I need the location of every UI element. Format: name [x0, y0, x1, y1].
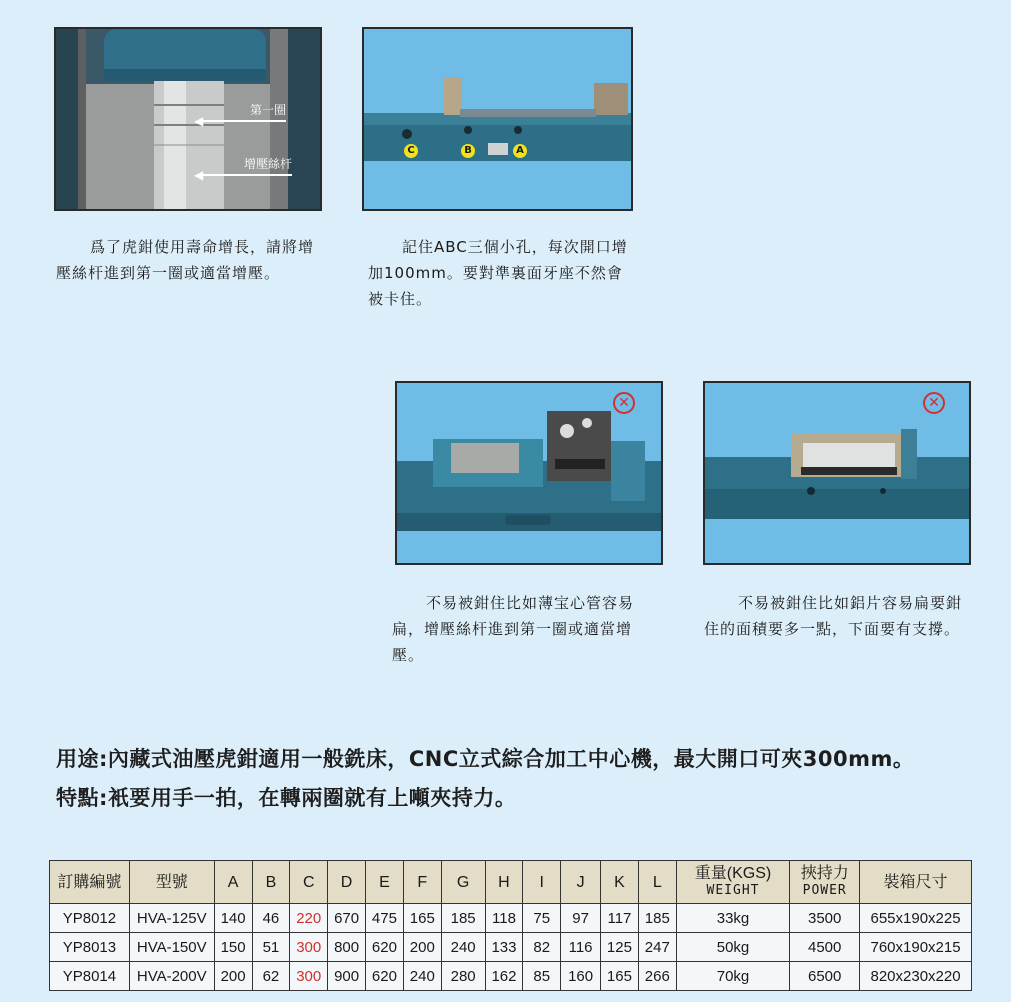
header-order-no: 訂購編號	[50, 861, 130, 904]
spec-table	[49, 860, 972, 991]
usage-text: 用途:內藏式油壓虎鉗適用一般銑床，CNC立式綜合加工中心機，最大開口可夾300mm。	[56, 747, 915, 771]
cell-j: 97	[561, 904, 601, 933]
cell-order-no: YP8014	[50, 962, 130, 991]
cell-f: 165	[403, 904, 441, 933]
cell-e: 475	[366, 904, 404, 933]
cell-f: 200	[403, 933, 441, 962]
header-f: F	[403, 861, 441, 904]
cell-h: 118	[485, 904, 523, 933]
cell-power: 3500	[790, 904, 860, 933]
photo-thin-tube	[395, 381, 663, 565]
header-d: D	[328, 861, 366, 904]
cell-c: 300	[290, 933, 328, 962]
header-j: J	[561, 861, 601, 904]
cell-g: 185	[441, 904, 485, 933]
header-k: K	[601, 861, 639, 904]
header-a: A	[214, 861, 252, 904]
cell-h: 133	[485, 933, 523, 962]
header-power: 挾持力 POWER	[790, 861, 860, 904]
cell-e: 620	[366, 933, 404, 962]
caption-thin-tube: 不易被鉗住比如薄宝心管容易 扁，增壓絲杆進到第一圈或適當增 壓。	[392, 594, 635, 664]
first-ring-label: 第一圈 ◀	[194, 103, 286, 128]
cell-d: 900	[328, 962, 366, 991]
cell-e: 620	[366, 962, 404, 991]
pressure-screw-label: 增壓絲杆 ◀	[194, 157, 292, 182]
cell-g: 240	[441, 933, 485, 962]
cell-l: 185	[638, 904, 676, 933]
cell-power: 6500	[790, 962, 860, 991]
cell-order-no: YP8013	[50, 933, 130, 962]
table-row	[50, 904, 972, 933]
header-c: C	[290, 861, 328, 904]
cell-k: 165	[601, 962, 639, 991]
caption-aluminum-sheet: 不易被鉗住比如鋁片容易扁要鉗 住的面積要多一點，下面要有支撐。	[704, 594, 963, 638]
hole-b-label: B	[461, 144, 475, 158]
cell-a: 200	[214, 962, 252, 991]
cell-l: 266	[638, 962, 676, 991]
feature-text: 特點:衹要用手一拍，在轉兩圈就有上噸夾持力。	[56, 786, 517, 810]
cell-box-size: 760x190x215	[860, 933, 972, 962]
table-header-row	[50, 861, 972, 904]
cell-a: 150	[214, 933, 252, 962]
cell-f: 240	[403, 962, 441, 991]
cell-k: 125	[601, 933, 639, 962]
table-row	[50, 962, 972, 991]
cell-b: 46	[252, 904, 290, 933]
cell-box-size: 655x190x225	[860, 904, 972, 933]
cell-model: HVA-150V	[129, 933, 214, 962]
cell-weight: 50kg	[676, 933, 790, 962]
caption-abc-holes: 記住ABC三個小孔，每次開口增 加100mm。要對準裏面牙座不然會 被卡住。	[368, 238, 628, 308]
cell-b: 51	[252, 933, 290, 962]
table-row	[50, 933, 972, 962]
cell-box-size: 820x230x220	[860, 962, 972, 991]
cell-c: 220	[290, 904, 328, 933]
header-weight: 重量(KGS) WEIGHT	[676, 861, 790, 904]
header-model: 型號	[129, 861, 214, 904]
cell-order-no: YP8012	[50, 904, 130, 933]
cell-model: HVA-200V	[129, 962, 214, 991]
cell-c: 300	[290, 962, 328, 991]
header-h: H	[485, 861, 523, 904]
cell-i: 75	[523, 904, 561, 933]
cell-i: 82	[523, 933, 561, 962]
prohibited-icon: ✕	[923, 392, 945, 414]
photo-abc-holes	[362, 27, 633, 211]
cell-l: 247	[638, 933, 676, 962]
arrow-left-icon: ◀	[202, 120, 286, 122]
cell-model: HVA-125V	[129, 904, 214, 933]
prohibited-icon: ✕	[613, 392, 635, 414]
cell-weight: 70kg	[676, 962, 790, 991]
header-e: E	[366, 861, 404, 904]
cell-j: 116	[561, 933, 601, 962]
vise-rail-illustration	[364, 29, 631, 209]
cell-d: 800	[328, 933, 366, 962]
cell-k: 117	[601, 904, 639, 933]
cell-i: 85	[523, 962, 561, 991]
header-g: G	[441, 861, 485, 904]
cell-power: 4500	[790, 933, 860, 962]
cell-h: 162	[485, 962, 523, 991]
caption-pressure-screw: 爲了虎鉗使用壽命增長，請將增 壓絲杆進到第一圈或適當增壓。	[56, 238, 315, 282]
hole-c-label: C	[404, 144, 418, 158]
cell-j: 160	[561, 962, 601, 991]
header-i: I	[523, 861, 561, 904]
cell-weight: 33kg	[676, 904, 790, 933]
cell-a: 140	[214, 904, 252, 933]
photo-pressure-screw	[54, 27, 322, 211]
header-l: L	[638, 861, 676, 904]
hole-a-label: A	[513, 144, 527, 158]
photo-aluminum-sheet	[703, 381, 971, 565]
header-box-size: 裝箱尺寸	[860, 861, 972, 904]
arrow-left-icon: ◀	[202, 174, 292, 176]
cell-d: 670	[328, 904, 366, 933]
header-b: B	[252, 861, 290, 904]
cell-b: 62	[252, 962, 290, 991]
cell-g: 280	[441, 962, 485, 991]
